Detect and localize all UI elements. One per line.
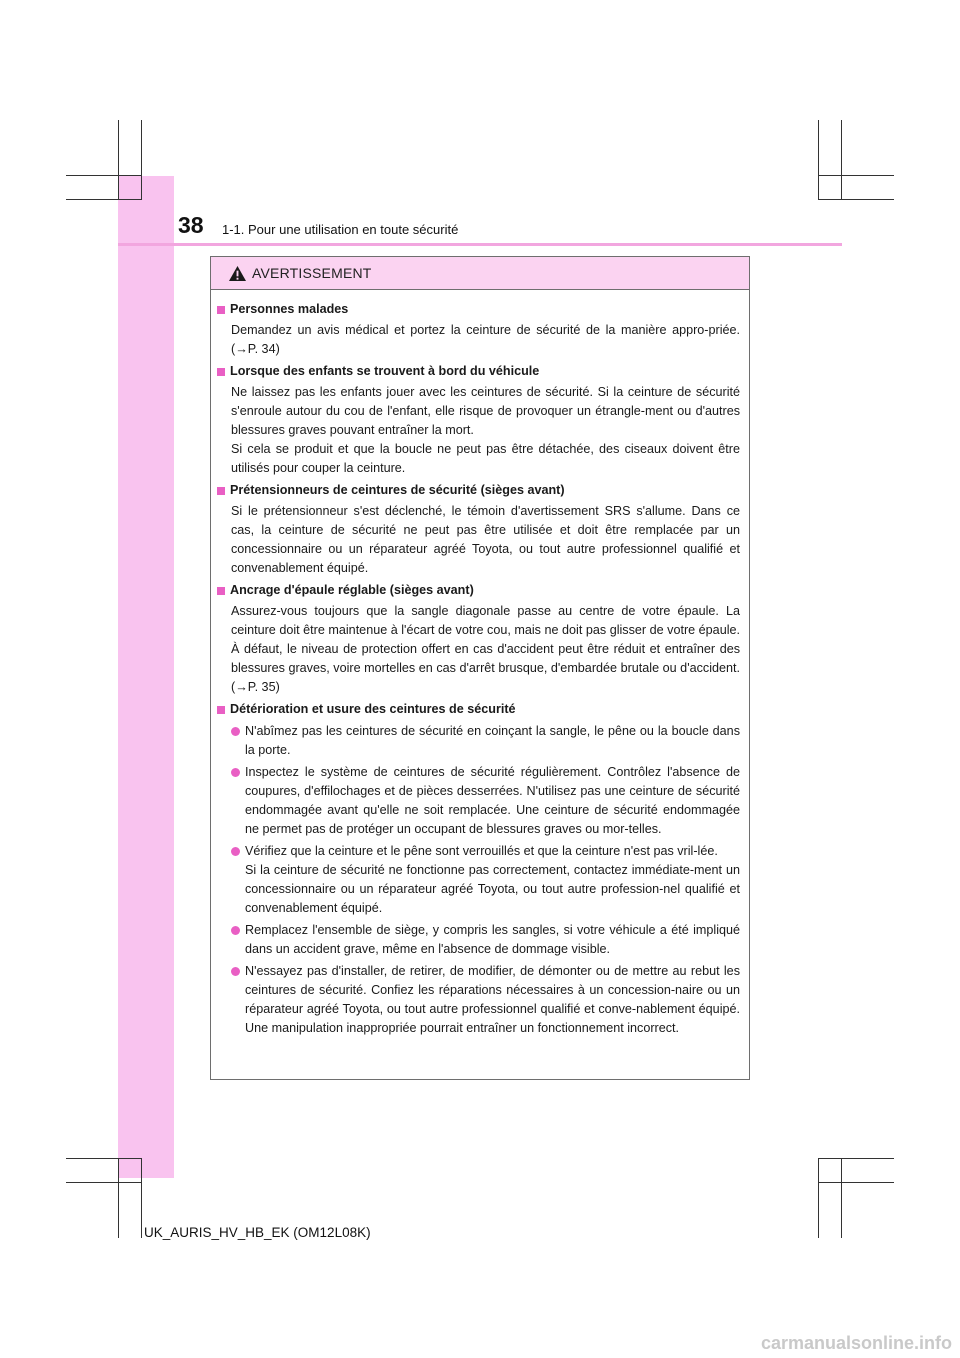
section-heading-text: Lorsque des enfants se trouvent à bord du véhicule xyxy=(230,364,540,378)
section-heading-text: Ancrage d'épaule réglable (sièges avant) xyxy=(230,583,474,597)
section-heading-text: Personnes malades xyxy=(230,302,349,316)
square-bullet-icon xyxy=(217,706,225,714)
crop-mark xyxy=(66,175,142,176)
round-bullet-icon xyxy=(231,768,240,777)
list-item-text xyxy=(245,921,740,959)
section-heading xyxy=(217,581,740,600)
section-paragraph xyxy=(217,321,740,359)
bullet-paragraph: N'abîmez pas les ceintures de sécurité en coinçant la sangle, le pêne ou la boucle dans la porte. xyxy=(245,724,740,757)
crop-mark xyxy=(66,1158,142,1159)
list-item-text xyxy=(245,962,740,1038)
crop-mark xyxy=(66,199,142,200)
bullet-paragraph: Remplacez l'ensemble de siège, y compris les sangles, si votre véhicule a été impliqué dans un accident grave, même en l'absence de dommage visible. xyxy=(245,923,740,956)
list-item xyxy=(217,763,740,839)
warning-title: AVERTISSEMENT xyxy=(252,265,372,281)
paragraph-text: Assurez-vous toujours que la sangle diagonale passe au centre de votre épaule. La ceinture doit être maintenue à l'écart de votre cou, mais ne doit pas glisser de votre épaule. À défaut, le niveau de protection offert en cas d'accident peut être réduit et entraîner des blessures graves, voire mortelles en cas d'arrêt brusque, d'embardée brutale ou d'accident. (→P. 35) xyxy=(231,604,740,694)
crop-mark xyxy=(118,1158,119,1238)
crop-mark xyxy=(841,120,842,200)
warning-body xyxy=(211,290,749,1038)
running-header: 1-1. Pour une utilisation en toute sécurité xyxy=(222,222,459,237)
crop-mark xyxy=(818,1182,894,1183)
section-heading-text: Détérioration et usure des ceintures de sécurité xyxy=(230,702,516,716)
round-bullet-icon xyxy=(231,967,240,976)
list-item xyxy=(217,842,740,918)
crop-mark xyxy=(141,120,142,200)
list-item-text xyxy=(245,842,740,918)
list-item xyxy=(217,921,740,959)
paragraph-text: Si le prétensionneur s'est déclenché, le témoin d'avertissement SRS s'allume. Dans ce cas, la ceinture de sécurité ne peut pas être utilisée et doit être remplacée par un concessionnaire ou un réparateur agréé Toyota, ou tout autre professionnel qualifié et convenablement équipé. xyxy=(231,504,740,575)
bullet-paragraph: Vérifiez que la ceinture et le pêne sont verrouillés et que la ceinture n'est pas vril-lée. xyxy=(245,844,718,858)
paragraph-text: Ne laissez pas les enfants jouer avec les ceintures de sécurité. Si la ceinture de sécurité s'enroule autour du cou de l'enfant, elle risque de provoquer un étrangle-ment ou d'autres blessures graves pouvant entraîner la mort. xyxy=(231,385,740,437)
list-item xyxy=(217,722,740,760)
section-paragraph xyxy=(217,383,740,478)
bullet-paragraph: Inspectez le système de ceintures de sécurité régulièrement. Contrôlez l'absence de coupures, d'effilochages et de pièces desserrées. N'utilisez pas une ceinture de sécurité endommagée avant qu'elle ne soit remplacée. Une ceinture de sécurité endommagée ne permet pas de protéger un occupant de blessures graves ou mor-telles. xyxy=(245,765,740,836)
square-bullet-icon xyxy=(217,587,225,595)
square-bullet-icon xyxy=(217,306,225,314)
crop-mark xyxy=(818,175,894,176)
watermark: carmanualsonline.info xyxy=(760,1333,952,1353)
warning-section xyxy=(217,362,740,478)
warning-triangle-icon xyxy=(228,265,247,282)
round-bullet-icon xyxy=(231,926,240,935)
side-color-band xyxy=(118,176,174,1178)
warning-box xyxy=(210,256,750,1080)
square-bullet-icon xyxy=(217,368,225,376)
section-heading xyxy=(217,300,740,319)
section-paragraph xyxy=(217,602,740,697)
section-heading xyxy=(217,481,740,500)
header-rule xyxy=(118,243,842,246)
crop-mark xyxy=(818,199,894,200)
paragraph-text: Si cela se produit et que la boucle ne peut pas être détachée, des ciseaux doivent être utilisés pour couper la ceinture. xyxy=(231,442,740,475)
warning-section xyxy=(217,581,740,697)
crop-mark xyxy=(818,120,819,200)
round-bullet-icon xyxy=(231,727,240,736)
square-bullet-icon xyxy=(217,487,225,495)
section-heading xyxy=(217,362,740,381)
crop-mark xyxy=(818,1158,894,1159)
list-item xyxy=(217,962,740,1038)
list-item-text xyxy=(245,722,740,760)
warning-section xyxy=(217,481,740,578)
crop-mark xyxy=(66,1182,142,1183)
round-bullet-icon xyxy=(231,847,240,856)
paragraph-text: Demandez un avis médical et portez la ceinture de sécurité de la manière appro-priée. (→P. 34) xyxy=(231,323,740,356)
footer-code: UK_AURIS_HV_HB_EK (OM12L08K) xyxy=(144,1225,371,1240)
page-number: 38 xyxy=(178,212,204,238)
crop-mark xyxy=(841,1158,842,1238)
warning-header xyxy=(211,257,749,290)
bullet-paragraph: N'essayez pas d'installer, de retirer, de modifier, de démonter ou de mettre au rebut les ceintures de sécurité. Confiez les réparations nécessaires à un concession-naire ou un réparateur agréé Toyota, ou tout autre professionnel qualifié et conve-nablement équipé. Une manipulation inappropriée pourrait entraîner un fonctionnement incorrect. xyxy=(245,964,740,1035)
warning-section xyxy=(217,300,740,359)
section-heading xyxy=(217,700,740,719)
section-heading-text: Prétensionneurs de ceintures de sécurité (sièges avant) xyxy=(230,483,565,497)
crop-mark xyxy=(818,1158,819,1238)
warning-section xyxy=(217,700,740,1038)
section-paragraph xyxy=(217,502,740,578)
crop-mark xyxy=(141,1158,142,1238)
bullet-paragraph: Si la ceinture de sécurité ne fonctionne pas correctement, contactez immédiate-ment un concessionnaire ou un réparateur agréé Toyota, ou tout autre profession-nel qualifié et convenablement équipé. xyxy=(245,863,740,915)
list-item-text xyxy=(245,763,740,839)
crop-mark xyxy=(118,120,119,200)
